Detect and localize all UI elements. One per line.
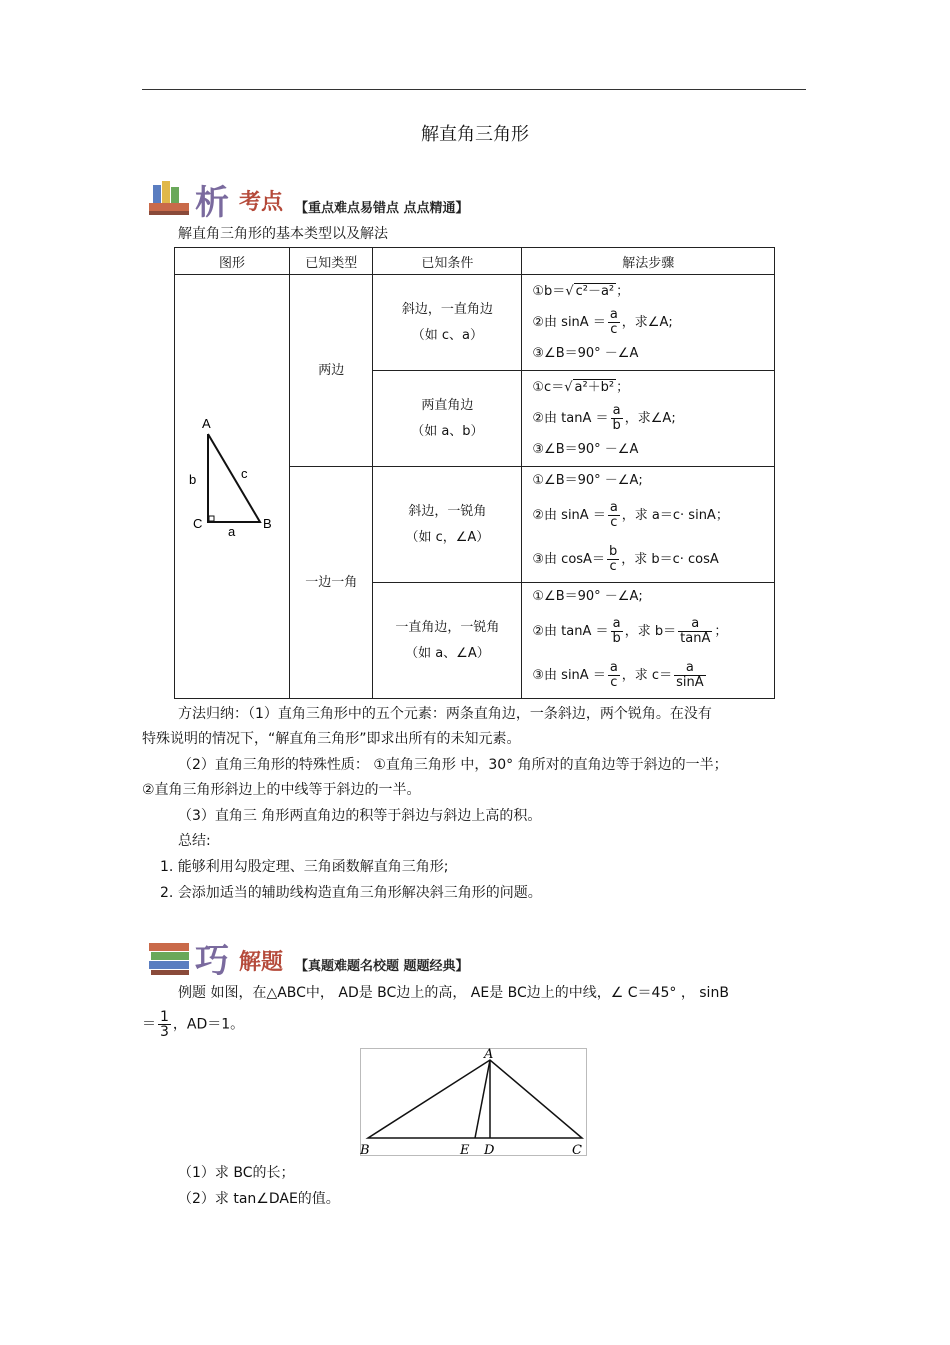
point-d-label: D bbox=[484, 1143, 495, 1156]
solution-table bbox=[174, 247, 775, 699]
cond-row-1-main: 斜边，一直角边 bbox=[401, 301, 493, 317]
books-icon bbox=[147, 937, 191, 977]
example-line1: 例题 如图，在△ABC中， AD是 BC边上的高， AE是 BC边上的中线，∠ C＝45° ， sinB bbox=[178, 985, 729, 1001]
method-p2b: ②直角三角形斜边上的中线等于斜边的一半。 bbox=[142, 782, 421, 798]
point-e-label: E bbox=[460, 1143, 470, 1156]
header-type: 已知类型 bbox=[290, 248, 373, 275]
method-p1b: 特殊说明的情况下，“解直角三角形”即求出所有的未知元素。 bbox=[142, 731, 521, 747]
vertex-label-c: C bbox=[193, 515, 203, 531]
banner-analysis bbox=[147, 175, 507, 221]
header-condition: 已知条件 bbox=[373, 248, 522, 275]
method-p2: （2）直角三角形的特殊性质： ①直角三角形 中，30° 角所对的直角边等于斜边的一半； bbox=[178, 757, 728, 773]
banner-analysis-note: 【重点难点易错点 点点精通】 bbox=[295, 201, 469, 216]
method-p3: （3）直角三 角形两直角边的积等于斜边与斜边上高的积。 bbox=[178, 808, 542, 824]
banner-solve bbox=[147, 935, 507, 979]
summary-label: 总结: bbox=[178, 833, 211, 849]
page-title: 解直角三角形 bbox=[421, 124, 529, 145]
steps-row-3: ①∠B＝90° －∠A; ②由 sinA ＝ $\frac{a}{c}$ ，求 a＝c· sinA； ③由 cosA＝ $\frac{b}{c}$ ，求 b＝c· cosA bbox=[522, 467, 775, 583]
banner-solve-char: 巧 bbox=[195, 941, 229, 981]
cond-row-1 bbox=[373, 275, 522, 371]
triangle-abc-figure bbox=[360, 1048, 587, 1156]
steps-row-2: ①c＝√ a²＋b² ； ②由 tanA ＝ $\frac{a}{b}$ ，求∠A; ③∠B＝90° －∠A bbox=[522, 371, 775, 467]
banner-analysis-word: 考点 bbox=[239, 189, 284, 215]
question-2: （2）求 tan∠DAE的值。 bbox=[178, 1191, 340, 1207]
figure-cell bbox=[175, 275, 290, 699]
table-caption: 解直角三角形的基本类型以及解法 bbox=[178, 226, 388, 242]
banner-solve-note: 【真题难题名校题 题题经典】 bbox=[295, 959, 469, 974]
example-line2: ＝ $\frac{1}{3}$ ，AD＝1。 bbox=[142, 1009, 245, 1040]
steps-row-1: ①b＝√ c²－a² ； ②由 sinA ＝ $\frac{a}{c}$ ，求∠A; ③∠B＝90° －∠A bbox=[522, 275, 775, 371]
banner-analysis-char: 析 bbox=[195, 183, 229, 223]
cond-row-3: 斜边，一锐角 （如 c，∠A） bbox=[373, 467, 522, 583]
type-side-angle: 一边一角 bbox=[290, 467, 373, 699]
summary-item-2: 2. 会添加适当的辅助线构造直角三角形解决斜三角形的问题。 bbox=[160, 885, 542, 901]
cond-row-2: 两直角边 （如 a、b） bbox=[373, 371, 522, 467]
point-a-label: A bbox=[484, 1048, 494, 1062]
banner-solve-word: 解题 bbox=[239, 949, 284, 975]
side-label-a: a bbox=[228, 523, 236, 539]
side-label-b: b bbox=[189, 471, 197, 487]
header-steps: 解法步骤 bbox=[522, 248, 775, 275]
header-figure: 图形 bbox=[175, 248, 290, 275]
vertex-label-a: A bbox=[202, 415, 211, 431]
books-icon bbox=[147, 177, 191, 217]
point-b-label: B bbox=[360, 1143, 370, 1156]
cond-row-1-example: （如 c、a） bbox=[411, 327, 484, 343]
question-1: （1）求 BC的长； bbox=[178, 1165, 295, 1181]
header-rule bbox=[142, 89, 806, 90]
right-triangle-figure bbox=[175, 412, 289, 562]
method-p1: 方法归纳：（1）直角三角形中的五个元素：两条直角边，一条斜边，两个锐角。在没有 bbox=[178, 706, 712, 722]
steps-row-4: ①∠B＝90° －∠A; ②由 tanA ＝ $\frac{a}{b}$ ，求 b＝ $\frac{a}{\tan A}$ ； ③由 sinA ＝ $\frac{a}{c}$ ，求 c＝ $\frac{a}{\sin A}$ bbox=[522, 583, 775, 699]
point-c-label: C bbox=[572, 1143, 582, 1156]
summary-item-1: 1. 能够利用勾股定理、三角函数解直角三角形; bbox=[160, 859, 449, 875]
vertex-label-b: B bbox=[263, 515, 272, 531]
side-label-c: c bbox=[241, 465, 248, 481]
cond-row-4: 一直角边，一锐角 （如 a、∠A） bbox=[373, 583, 522, 699]
type-two-sides: 两边 bbox=[290, 275, 373, 467]
